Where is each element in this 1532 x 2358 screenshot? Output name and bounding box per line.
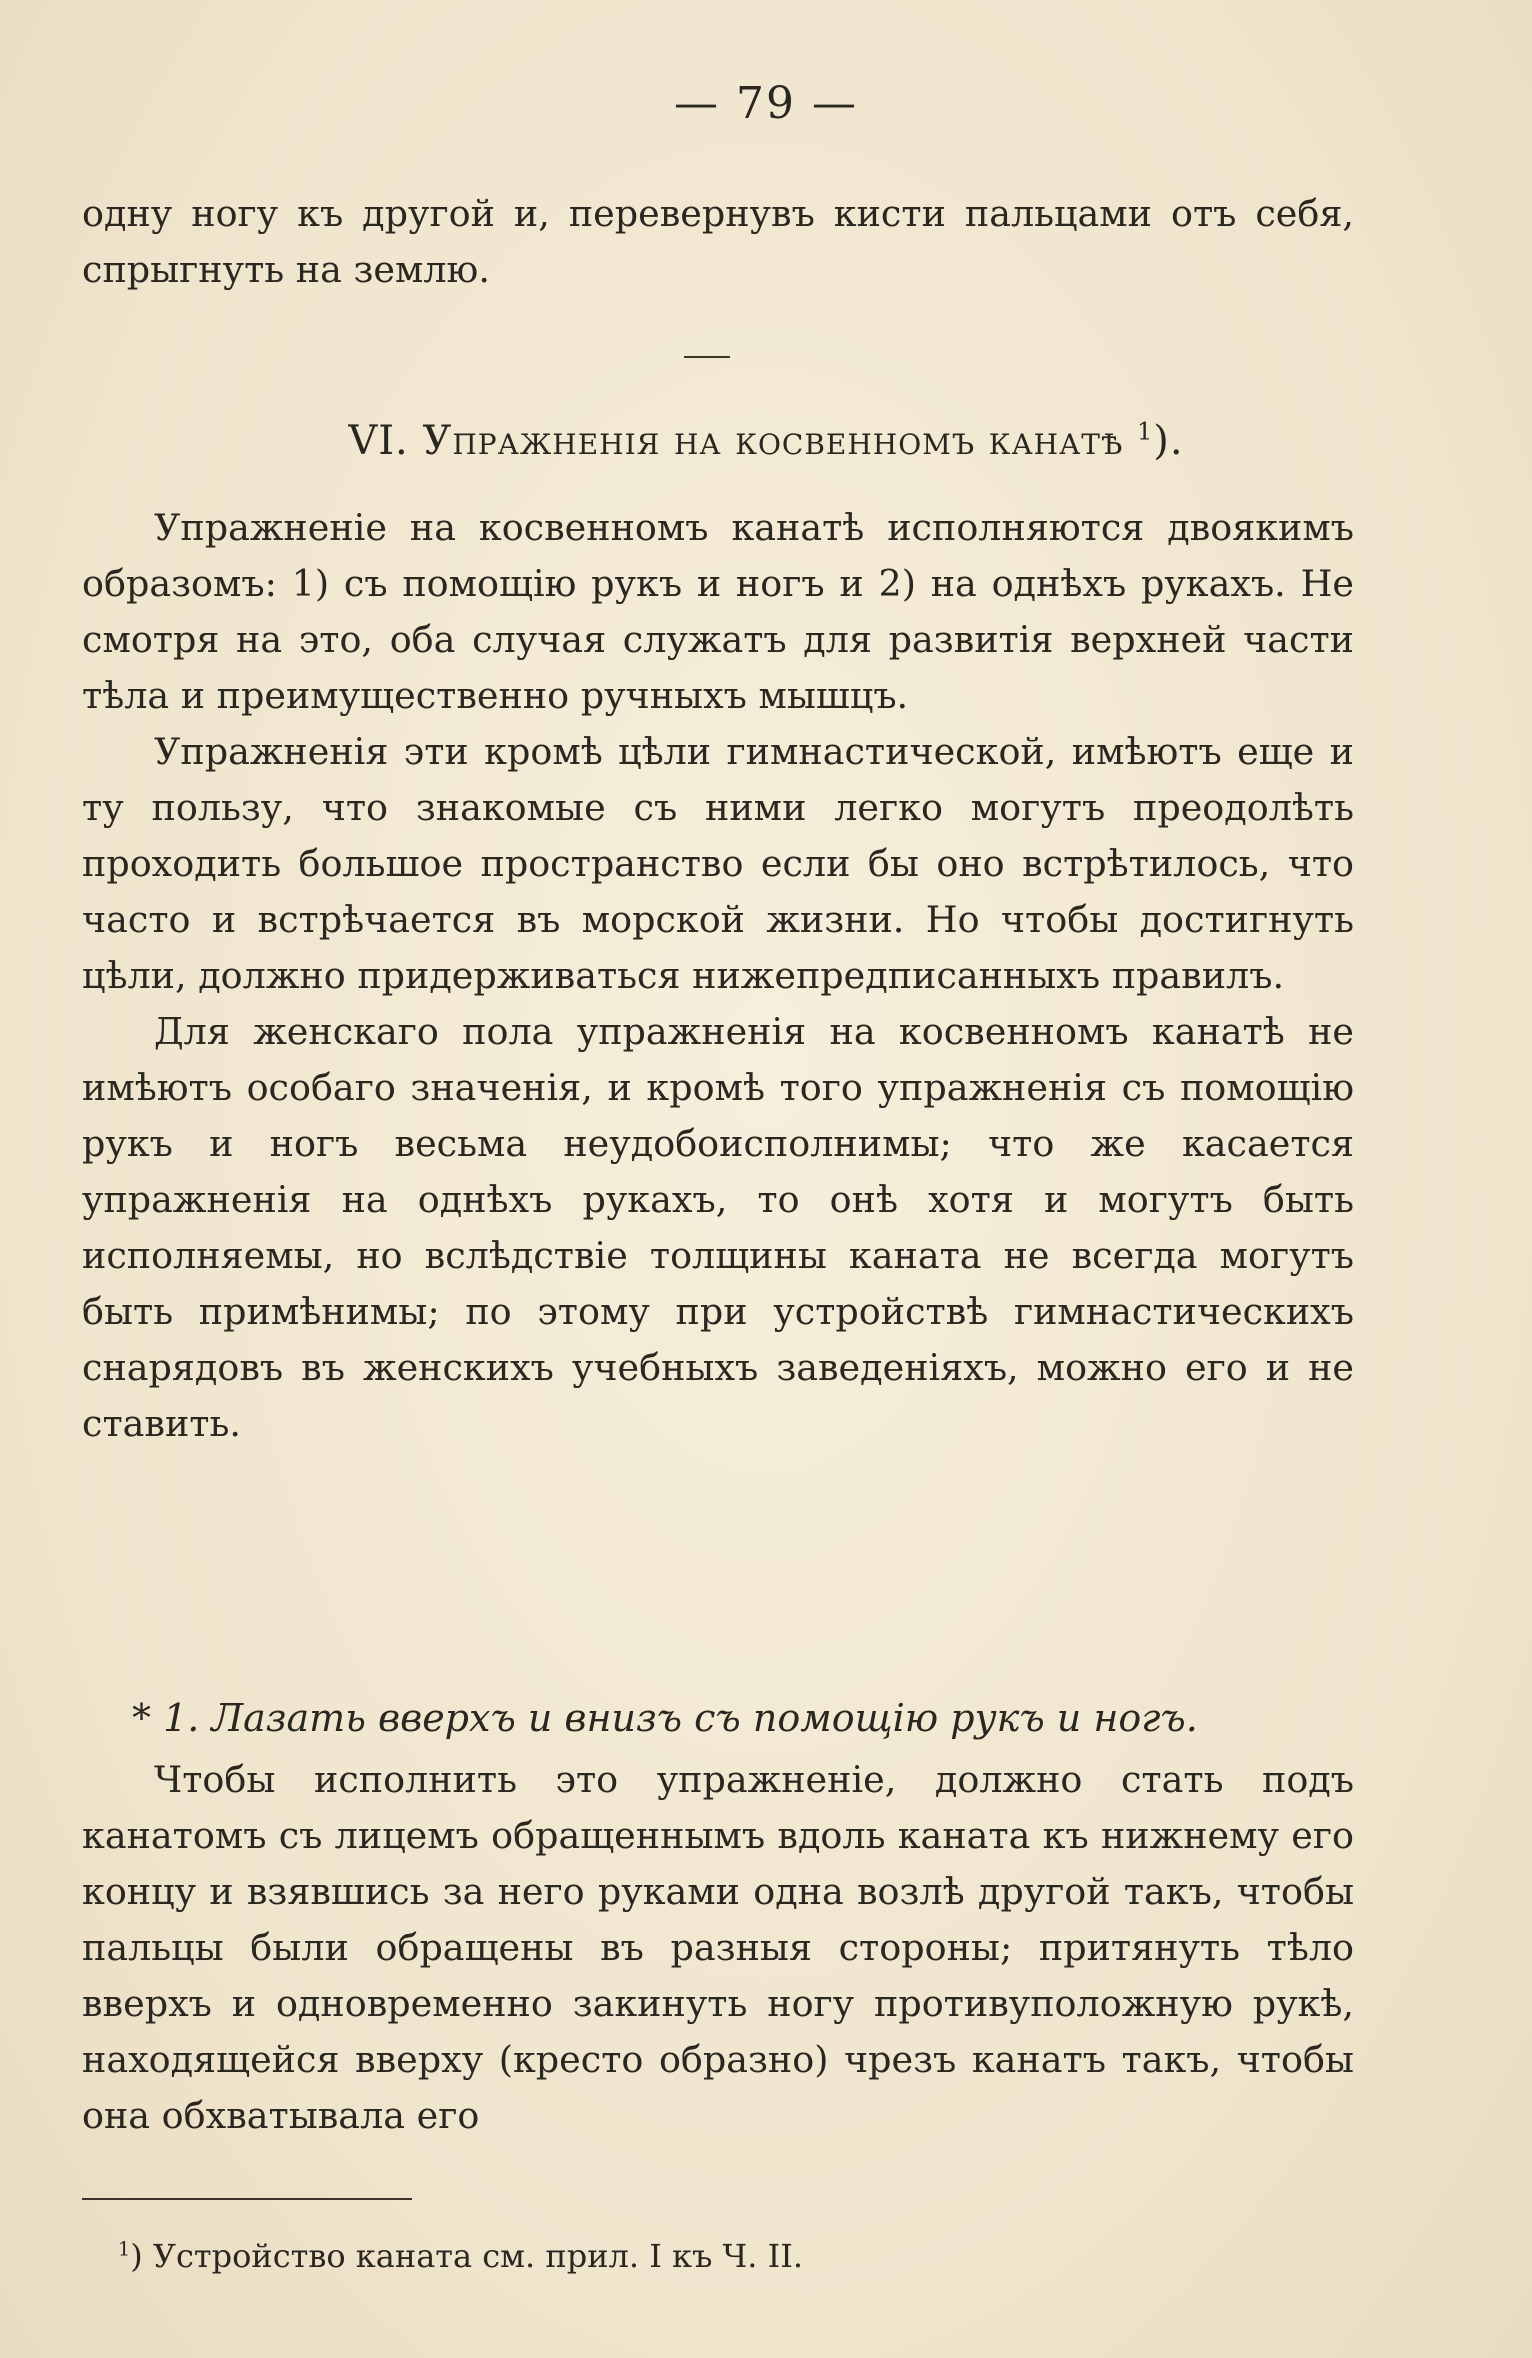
intro-paragraph: одну ногу къ другой и, перевернувъ кисти пальцами отъ себя, спрыгнуть на землю. [82, 192, 1354, 291]
section-divider [684, 356, 730, 358]
section-title-close: ). [1153, 418, 1184, 464]
footnote-divider [82, 2198, 412, 2200]
section-title: VI. Упражненія на косвенномъ канатѣ [348, 418, 1138, 464]
intro-text [82, 186, 1354, 298]
subsection-heading: * 1. Лазать вверхъ и внизъ съ помощію рукъ и ногъ. [132, 1696, 1198, 1740]
subsection-paragraph: Чтобы исполнить это упражненіе, должно стать подъ канатомъ съ лицемъ обращеннымъ вдоль каната къ нижнему его концу и взявшись за него руками одна возлѣ другой такъ, чтобы пальцы были обращены въ разныя стороны; притянуть тѣло вверхъ и одновременно закинуть ногу противуположную рукѣ, находящейся вверху (кресто образно) чрезъ канатъ такъ, чтобы она обхватывала его [82, 1758, 1354, 2137]
paragraph: Для женскаго пола упражненія на косвенномъ канатѣ не имѣютъ особаго значенія, и кромѣ того упражненія съ помощію рукъ и ногъ весьма неудобоисполнимы; что же касается упражненія на однѣхъ рукахъ, то онѣ хотя и могутъ быть исполняемы, но вслѣдствіе толщины каната не всегда могутъ быть примѣнимы; по этому при устройствѣ гимнастическихъ снарядовъ въ женскихъ учебныхъ заведеніяхъ, можно его и не ставить. [82, 1010, 1354, 1445]
footnote [118, 2234, 803, 2278]
footnote-text: ) Устройство каната см. прил. I къ Ч. II. [130, 2237, 804, 2275]
page-number: — 79 — [674, 78, 858, 129]
paragraph: Упражненія эти кромѣ цѣли гимнастической, имѣютъ еще и ту пользу, что знакомые съ ними легко могутъ преодолѣть проходить большое пространство если бы оно встрѣтилось, что часто и встрѣчается въ морской жизни. Но чтобы достигнуть цѣли, должно придерживаться нижепредписанныхъ правилъ. [82, 730, 1354, 997]
section-body [82, 500, 1354, 1452]
section-heading [0, 418, 1532, 464]
subsection-body [82, 1752, 1354, 2144]
footnote-marker: 1 [118, 2237, 131, 2261]
paragraph: Упражненіе на косвенномъ канатѣ исполняются двоякимъ образомъ: 1) съ помощію рукъ и ногъ и 2) на однѣхъ рукахъ. Не смотря на это, оба случая служатъ для развитія верхней части тѣла и преимущественно ручныхъ мышцъ. [82, 506, 1354, 717]
section-footnote-ref: 1 [1137, 417, 1154, 446]
